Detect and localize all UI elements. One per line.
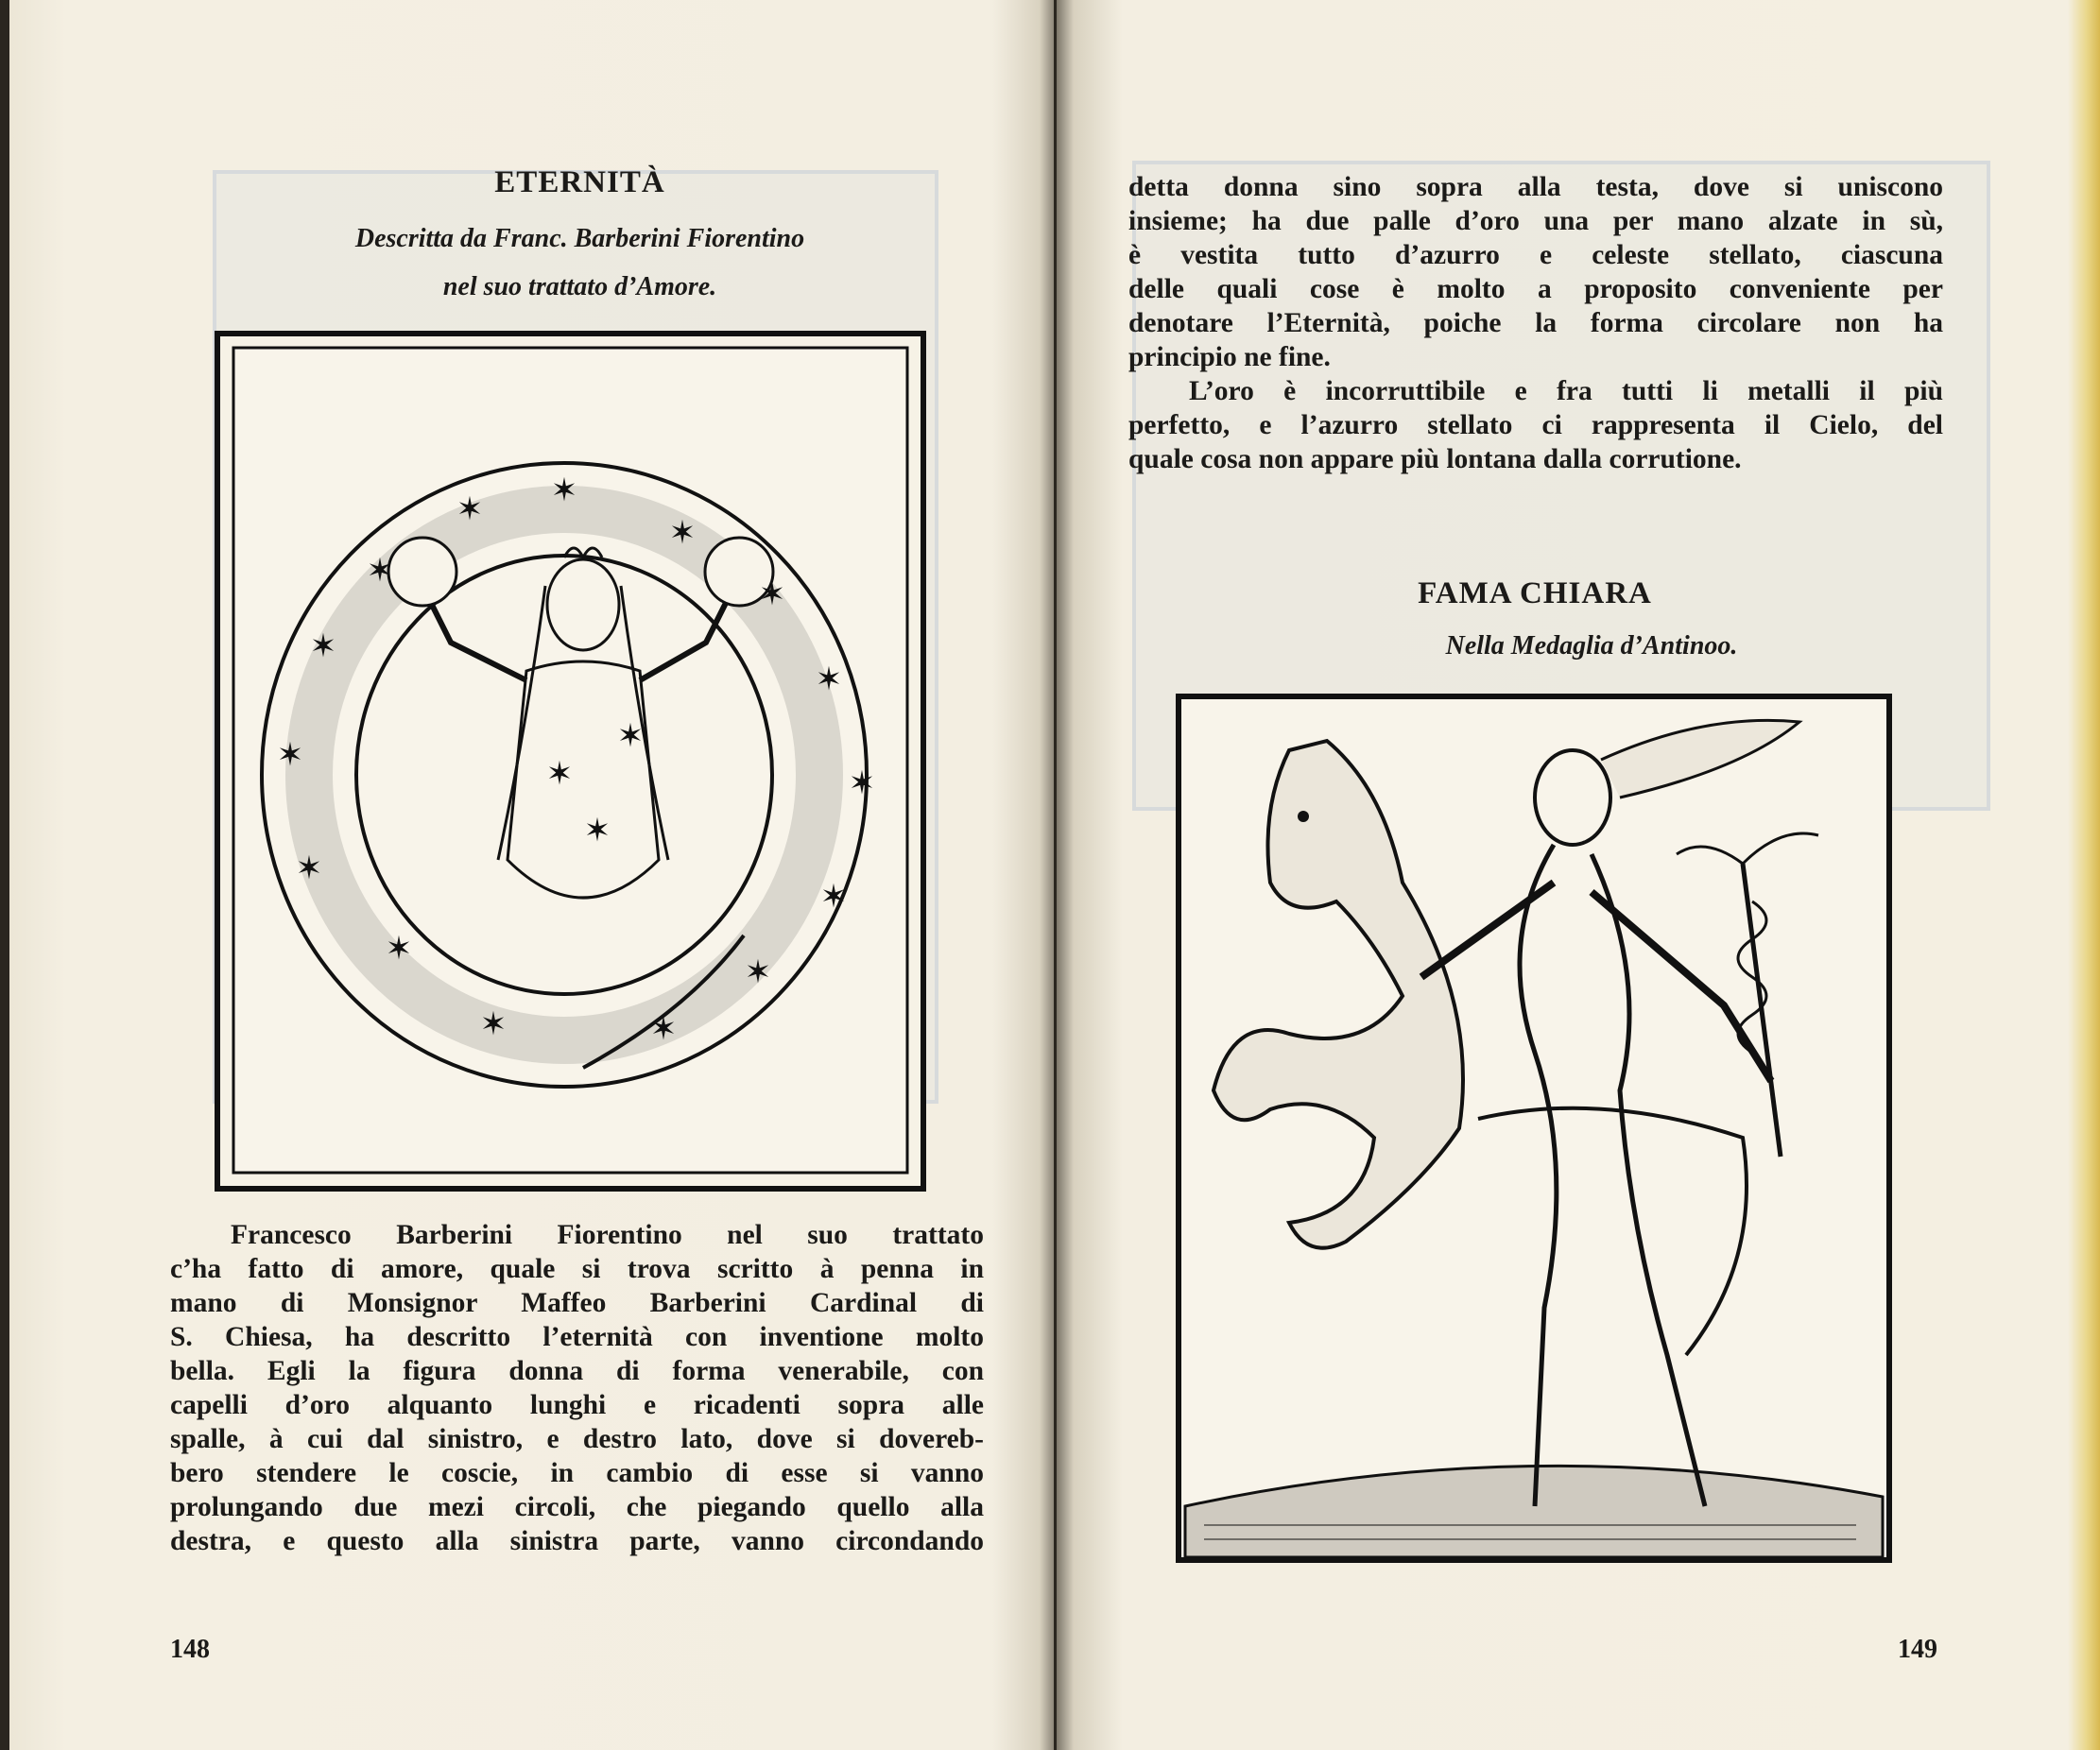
body-text <box>170 1218 984 1558</box>
text-line: quale cosa non appare più lontana dalla corrutione. <box>1128 444 1742 474</box>
svg-text:✶: ✶ <box>758 575 786 613</box>
text-line: c’ha fatto di amore, quale si trova scritto à penna in <box>170 1254 984 1284</box>
svg-text:✶: ✶ <box>456 490 484 528</box>
text-line: capelli d’oro alquanto lunghi e ricadenti sopra alle <box>170 1390 984 1420</box>
svg-text:✶: ✶ <box>744 953 772 991</box>
svg-text:✶: ✶ <box>649 1010 678 1048</box>
svg-text:✶: ✶ <box>616 717 645 755</box>
svg-text:✶: ✶ <box>819 878 848 916</box>
subtitle: Nella Medaglia d’Antinoo. <box>1445 631 1738 661</box>
right-page <box>1057 0 2100 1750</box>
text-line: prolungando due mezi circoli, che piegando quello alla <box>170 1492 984 1522</box>
svg-text:✶: ✶ <box>385 930 413 968</box>
page-title-eternita: ETERNITÀ <box>494 165 665 199</box>
text-line: destra, e questo alla sinistra parte, vanno circondando <box>170 1526 984 1556</box>
svg-text:✶: ✶ <box>479 1005 508 1043</box>
body-text <box>1128 170 1943 476</box>
svg-text:✶: ✶ <box>583 812 611 849</box>
page-title-fama-chiara: FAMA CHIARA <box>1418 576 1652 610</box>
text-line: denotare l’Eternità, poiche la forma circolare non ha <box>1128 308 1943 338</box>
text-line: bella. Egli la figura donna di forma venerabile, con <box>170 1356 984 1386</box>
text-line: spalle, à cui dal sinistro, e destro lato, dove si dovereb- <box>170 1424 984 1454</box>
text-line: bero stendere le coscie, in cambio di esse si vanno <box>170 1458 984 1488</box>
svg-text:✶: ✶ <box>295 849 323 887</box>
eternity-woodcut <box>215 331 926 1192</box>
text-line: è vestita tutto d’azurro e celeste stellato, ciascuna <box>1128 240 1943 270</box>
text-line: Francesco Barberini Fiorentino nel suo trattato <box>231 1220 984 1250</box>
page-number: 149 <box>1898 1635 1937 1664</box>
text-line: mano di Monsignor Maffeo Barberini Cardinal di <box>170 1288 984 1318</box>
text-line: detta donna sino sopra alla testa, dove si uniscono <box>1128 172 1943 202</box>
subtitle-line: Descritta da Franc. Barberini Fiorentino <box>354 224 805 253</box>
svg-text:✶: ✶ <box>366 552 394 590</box>
left-page <box>9 0 1054 1750</box>
page-number: 148 <box>170 1635 210 1664</box>
text-line: perfetto, e l’azurro stellato ci rappresenta il Cielo, del <box>1128 410 1943 440</box>
svg-text:✶: ✶ <box>550 472 578 509</box>
subtitle-line: nel suo trattato d’Amore. <box>442 272 717 301</box>
fama-chiara-woodcut <box>1176 694 1892 1563</box>
svg-text:✶: ✶ <box>276 736 304 774</box>
text-line: L’oro è incorruttibile e fra tutti li metalli il più <box>1189 376 1943 406</box>
subtitle <box>224 214 936 311</box>
svg-text:✶: ✶ <box>545 755 574 793</box>
text-line: insieme; ha due palle d’oro una per mano alzate in sù, <box>1128 206 1943 236</box>
text-line: S. Chiesa, ha descritto l’eternità con inventione molto <box>170 1322 984 1352</box>
svg-text:✶: ✶ <box>668 514 697 552</box>
svg-text:✶: ✶ <box>815 661 843 698</box>
svg-text:✶: ✶ <box>309 627 337 665</box>
text-line: delle quali cose è molto a proposito conveniente per <box>1128 274 1943 304</box>
svg-text:✶: ✶ <box>848 764 876 802</box>
text-line: principio ne fine. <box>1128 342 1331 372</box>
